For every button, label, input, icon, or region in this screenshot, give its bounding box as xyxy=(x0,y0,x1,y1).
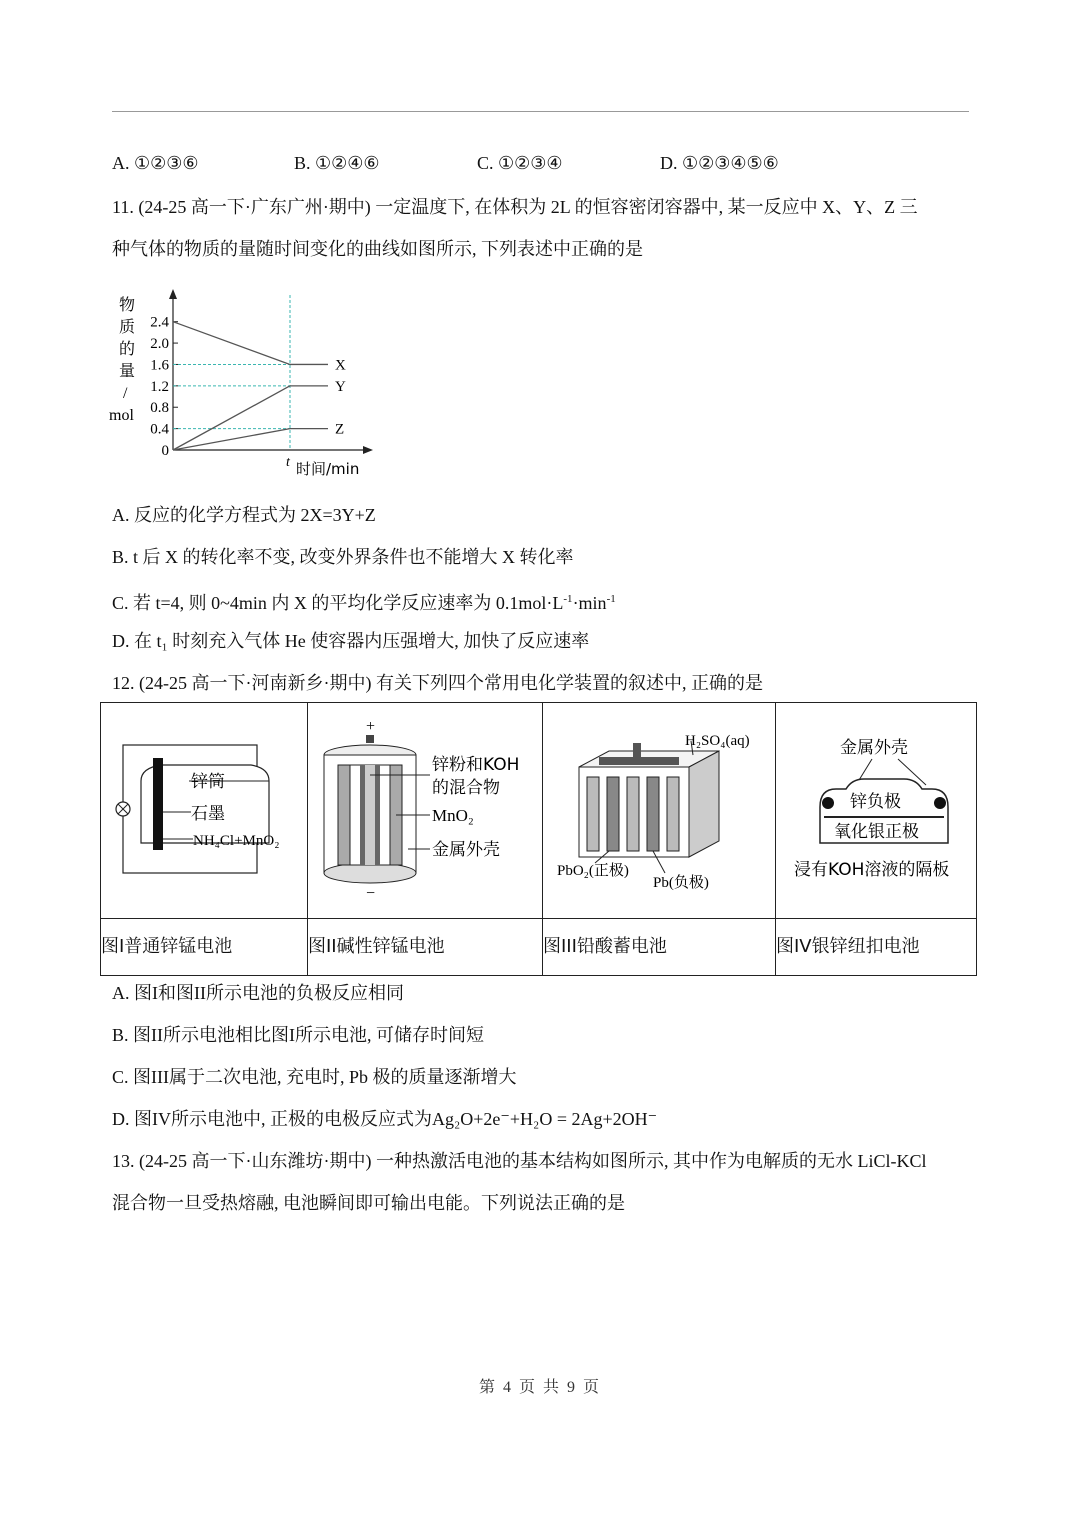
series-line-z xyxy=(173,429,290,450)
fig2-zinc-label-1: 锌粉和KOH xyxy=(432,755,520,775)
fig4-button-cell-diagram xyxy=(776,703,976,913)
fig1-graphite-label: 石墨 xyxy=(191,804,225,824)
y-label-char: 的 xyxy=(119,341,136,358)
fig1-zinc-manganese-diagram xyxy=(101,703,307,913)
y-label-char: 质 xyxy=(119,319,136,336)
y-axis-arrow xyxy=(169,289,177,299)
fig4-zn-label: 锌负极 xyxy=(850,792,901,812)
fig4-shell-label: 金属外壳 xyxy=(840,738,908,758)
q12-device-table xyxy=(100,702,977,976)
fig3-pbo2-label: PbO₂(正极) xyxy=(557,863,629,879)
series-label-x: X xyxy=(335,357,346,374)
fig4-cell xyxy=(776,703,977,919)
fig3-pb-label: Pb(负极) xyxy=(653,875,709,891)
q10-option-b: B. ①②④⑥ xyxy=(294,153,380,173)
q10-option-d: D. ①②③④⑤⑥ xyxy=(660,153,779,173)
y-label-char: 量 xyxy=(119,363,136,380)
fig3-acid-label: H₂SO₄(aq) xyxy=(685,733,750,749)
fig2-zinc-label-2: 的混合物 xyxy=(432,778,500,798)
fig3-cell xyxy=(543,703,776,919)
fig1-cell xyxy=(101,703,308,919)
q11-option-a: A. 反应的化学方程式为 2X=3Y+Z xyxy=(112,505,376,525)
series-line-x xyxy=(173,322,290,365)
header-rule xyxy=(112,111,969,112)
y-label-char: / xyxy=(123,385,128,402)
q11-line-chart xyxy=(105,280,395,485)
fig4-caption: 图IV银锌纽扣电池 xyxy=(776,919,977,976)
y-tick-label: 0.8 xyxy=(150,400,169,417)
series-label-z: Z xyxy=(335,421,345,438)
t-label: t xyxy=(286,455,290,470)
q12-option-a: A. 图I和图II所示电池的负极反应相同 xyxy=(112,983,404,1003)
fig4-ag2o-label: 氧化银正极 xyxy=(834,822,919,842)
fig2-minus: − xyxy=(366,885,376,902)
series-label-y: Y xyxy=(335,378,346,395)
fig1-paste-label: NH₄Cl+MnO₂ xyxy=(193,833,280,849)
series-line-y xyxy=(173,386,290,450)
q13-stem-line2: 混合物一旦受热熔融, 电池瞬间即可输出电能。下列说法正确的是 xyxy=(112,1193,625,1213)
fig3-lead-acid-diagram xyxy=(543,703,775,913)
x-axis-arrow xyxy=(363,446,373,454)
fig2-alkaline-diagram xyxy=(308,703,542,913)
y-tick-label: 1.6 xyxy=(150,357,169,374)
q11-option-d: D. 在 t₁ 时刻充入气体 He 使容器内压强增大, 加快了反应速率 xyxy=(112,631,590,651)
fig1-zinc-label: 锌筒 xyxy=(191,772,225,792)
y-tick-label: 0 xyxy=(161,443,169,459)
q12-option-d: D. 图IV所示电池中, 正极的电极反应式为Ag₂O+2e⁻+H₂O = 2Ag+2OH⁻ xyxy=(112,1109,658,1129)
fig1-caption: 图I普通锌锰电池 xyxy=(101,919,308,976)
y-tick-label: 2.0 xyxy=(150,336,169,353)
q10-option-c: C. ①②③④ xyxy=(477,153,563,173)
x-axis-label: 时间/min xyxy=(296,460,360,478)
fig2-plus: + xyxy=(366,718,376,735)
fig2-caption: 图II碱性锌锰电池 xyxy=(308,919,543,976)
y-tick-label: 0.4 xyxy=(150,421,169,438)
fig3-caption: 图III铅酸蓄电池 xyxy=(543,919,776,976)
q13-stem-line1: 13. (24-25 高一下·山东潍坊·期中) 一种热激活电池的基本结构如图所示, 其中作为电解质的无水 LiCl-KCl xyxy=(112,1151,927,1171)
y-label-char: mol xyxy=(109,407,134,424)
y-tick-label: 1.2 xyxy=(150,378,169,395)
page-footer: 第 4 页 共 9 页 xyxy=(478,1379,601,1396)
fig2-mno2-label: MnO₂ xyxy=(432,806,474,825)
q11-option-b: B. t 后 X 的转化率不变, 改变外界条件也不能增大 X 转化率 xyxy=(112,547,574,567)
fig2-shell-label: 金属外壳 xyxy=(432,840,500,860)
y-tick-label: 2.4 xyxy=(150,314,169,331)
q12-stem: 12. (24-25 高一下·河南新乡·期中) 有关下列四个常用电化学装置的叙述中, 正确的是 xyxy=(112,673,763,693)
q12-option-c: C. 图III属于二次电池, 充电时, Pb 极的质量逐渐增大 xyxy=(112,1067,517,1087)
fig4-sep-label: 浸有KOH溶液的隔板 xyxy=(794,860,950,880)
q11-option-c: C. 若 t=4, 则 0~4min 内 X 的平均化学反应速率为 $0.1mol\cdot L^{-1}\cdot\min^{-1}$ xyxy=(112,593,616,613)
q11-stem-line2: 种气体的物质的量随时间变化的曲线如图所示, 下列表述中正确的是 xyxy=(112,239,643,259)
q11-stem-line1: 11. (24-25 高一下·广东广州·期中) 一定温度下, 在体积为 2L 的恒容密闭容器中, 某一反应中 X、Y、Z 三 xyxy=(112,197,918,217)
q12-option-b: B. 图II所示电池相比图I所示电池, 可储存时间短 xyxy=(112,1025,484,1045)
fig2-cell xyxy=(308,703,543,919)
q10-option-a: A. ①②③⑥ xyxy=(112,153,199,173)
y-label-char: 物 xyxy=(119,297,136,314)
